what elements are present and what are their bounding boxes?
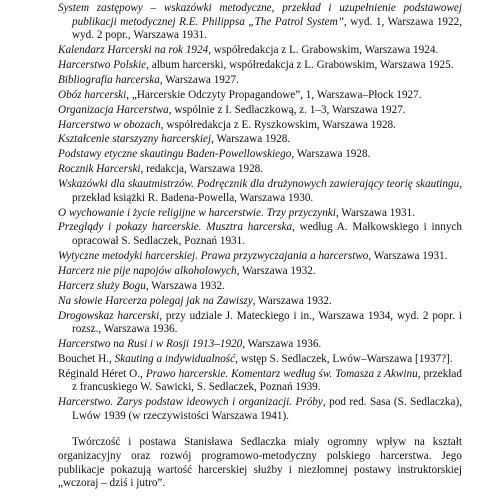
entry-author: Bouchet H., (58, 352, 115, 365)
entry-title: Harcerstwo Polskie (58, 58, 147, 71)
bibliography-entry (58, 265, 462, 279)
bibliography-list (58, 2, 462, 423)
bibliography-entry (58, 280, 462, 294)
entry-details: , „Harcerskie Odczyty Propagandowe”, 1, Warszawa–Płock 1927. (126, 88, 422, 101)
entry-title: System zastępowy – wskazówki metodyczne, przekład i uzupełnienie podstawowej publikacji metodycznej R.E. Philippsa „The Patrol System” (58, 2, 462, 28)
entry-details: , Warszawa 1932. (145, 279, 225, 292)
entry-details: , Warszawa 1936. (242, 338, 322, 350)
bibliography-entry (58, 119, 462, 133)
entry-title: Wskazówki dla skautmistrzów. Podręcznik dla drużynowych zawierający teorię skautingu (58, 178, 460, 191)
entry-details: , Warszawa 1928. (211, 133, 291, 146)
entry-title: Przeglądy i pokazy harcerskie. Musztra harcerska (58, 221, 293, 234)
entry-details: , współredakcja z E. Ryszkowskim, Warszawa 1928. (160, 118, 396, 131)
bibliography-entry (58, 221, 462, 248)
entry-title: Obóz harcerski (58, 88, 127, 101)
entry-details: , wyd. 1, Warszawa 1922, wyd. 2 popr., Warszawa 1931. (72, 15, 463, 42)
bibliography-entry (58, 163, 462, 177)
entry-details: , przekład z francuskiego W. Sawicki, S. Sedlaczek, Poznań 1939. (72, 367, 462, 394)
entry-title: Skauting a indywidualność (114, 352, 236, 365)
bibliography-entry (58, 2, 462, 43)
bibliography-entry (58, 59, 462, 73)
entry-title: Organizacja Harcerstwa (58, 103, 169, 116)
bibliography-entry (58, 338, 462, 352)
closing-paragraph: Twórczość i postawa Stanisława Sedlaczka miały ogromny wpływ na kształt organizacyjny oraz rozwój programowo-metodyczny polskiego harcerstwa. Jego publikacje pokazują wartość harcerskiej służby i niezłomnej postawy instruktorskiej „wczoraj – dziś i jutro”. (58, 436, 462, 490)
entry-details: , przekład książki R. Badena-Powella, Warszawa 1930. (72, 178, 462, 204)
entry-title: Harcerstwo. Zarys podstaw ideowych i organizacji. Próby (58, 396, 323, 409)
entry-title: Kształcenie starszyzny harcerskiej (58, 133, 212, 146)
entry-details: , Warszawa 1928. (291, 148, 371, 161)
bibliography-entry (58, 148, 462, 162)
entry-title: Rocznik Harcerski (58, 163, 141, 176)
entry-title: Na słowie Harcerza polegaj jak na Zawiszy (58, 294, 253, 307)
entry-title: Prawo harcerskie. Komentarz według św. Tomasza z Akwinu (145, 367, 418, 380)
entry-title: Harcerstwo w obozach (58, 118, 161, 131)
entry-details: , według A. Małkowskiego i innych opracował S. Sedlaczek, Poznań 1931. (72, 221, 462, 248)
bibliography-entry (58, 89, 462, 103)
entry-details: , Warszawa 1932. (236, 264, 316, 277)
entry-details: , współredakcja z L. Grabowskim, Warszawa 1924. (208, 44, 439, 57)
bibliography-entry (58, 250, 462, 264)
bibliography-entry (58, 396, 462, 423)
entry-details: , pod red. Sasa (S. Sedlaczka), Lwów 1939 (w rzeczywistości Warszawa 1941). (72, 396, 463, 422)
entry-details: , album harcerski, współredakcja z L. Grabowskim, Warszawa 1925. (146, 58, 454, 71)
bibliography-entry (58, 133, 462, 147)
entry-details: , redakcja, Warszawa 1928. (140, 163, 264, 176)
bibliography-entry (58, 295, 462, 309)
bibliography-entry (58, 310, 462, 337)
bibliography-entry (58, 368, 462, 395)
entry-details: , Warszawa 1932. (252, 294, 332, 307)
entry-title: Bibliografia harcerska (58, 73, 160, 86)
bibliography-entry (58, 353, 462, 367)
entry-title: Kalendarz Harcerski na rok 1924 (58, 44, 209, 57)
entry-title: Drogowskaz harcerski (58, 309, 160, 322)
bibliography-entry (58, 207, 462, 221)
bibliography-entry (58, 74, 462, 88)
entry-title: Wytyczne metodyki harcerskiej. Prawa przyzwyczajania a harcerstwo (58, 249, 369, 262)
entry-title: O wychowanie i życie religijne w harcerstwie. Trzy przyczynki (58, 206, 336, 219)
entry-details: , Warszawa 1931. (335, 206, 415, 219)
bibliography-entry (58, 104, 462, 118)
entry-title: Harcerz nie pije napojów alkoholowych (58, 264, 237, 277)
entry-details: , wspólnie z I. Sedlaczkową, z. 1–3, Warszawa 1927. (168, 103, 406, 116)
entry-title: Podstawy etyczne skautingu Baden-Powellowskiego (58, 148, 292, 161)
entry-title: Harcerz służy Bogu (58, 279, 146, 292)
entry-details: , przy udziale J. Mateckiego i in., Warszawa 1934, wyd. 2 popr. i rozsz., Warszawa 1936. (72, 309, 462, 336)
entry-author: Réginald Héret O., (58, 367, 146, 380)
entry-title: Harcerstwo na Rusi i w Rosji 1913–1920 (58, 338, 243, 350)
entry-details: , wstęp S. Sedlaczek, Lwów–Warszawa [1937?]. (235, 352, 453, 365)
bibliography-entry (58, 44, 462, 58)
entry-details: , Warszawa 1931. (368, 249, 448, 262)
bibliography-entry (58, 178, 462, 205)
entry-details: , Warszawa 1927. (159, 73, 239, 86)
